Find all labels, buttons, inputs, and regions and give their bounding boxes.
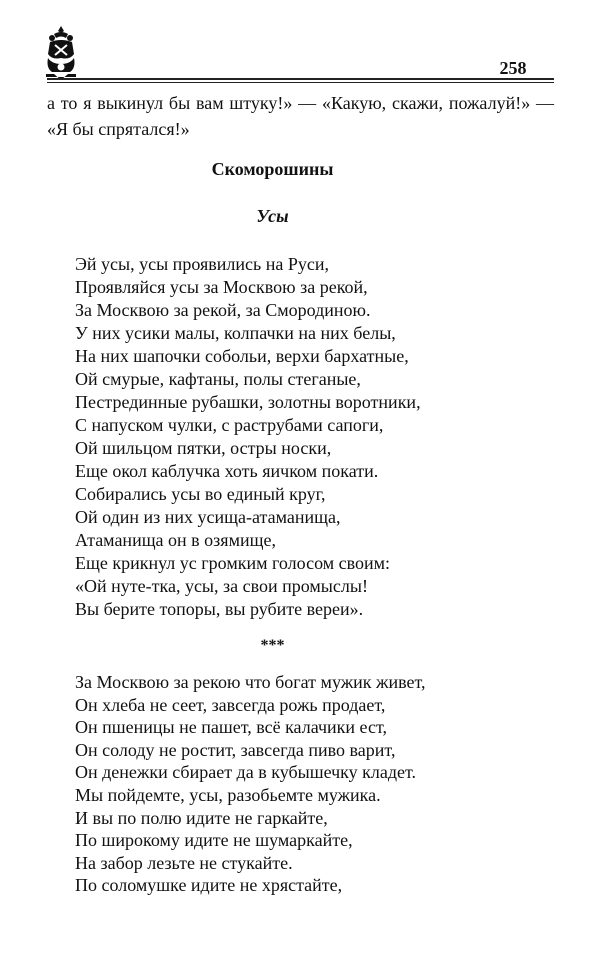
verse-line: И вы по полю идите не гаркайте,	[75, 807, 328, 828]
verse-line: Он пшеницы не пашет, всё калачики ест,	[75, 717, 387, 738]
stanza-2	[75, 671, 425, 897]
verse-line: Мы пойдемте, усы, разобьемте мужика.	[75, 784, 381, 805]
verse-line: По соломушке идите не хрястайте,	[75, 875, 343, 896]
section-title: Скоморошины	[211, 159, 334, 179]
verse-line: Еще окол каблучка хоть яичком покати.	[75, 461, 379, 481]
verse-line: Он хлеба не сеет, завсегда рожь продает,	[75, 694, 386, 715]
verse-line: С напуском чулки, с раструбами сапоги,	[75, 415, 384, 435]
verse-line: Проявляйся усы за Москвою за рекой,	[75, 277, 368, 297]
verse-line: Вы берите топоры, вы рубите вереи».	[75, 599, 364, 619]
verse-line: Пестрединные рубашки, золотны воротники,	[75, 392, 421, 412]
stanza-separator: ***	[260, 637, 285, 654]
stanza-1	[75, 253, 421, 621]
intro-paragraph	[47, 90, 554, 142]
page-number: 258	[490, 58, 536, 78]
verse-line: Еще крикнул ус громким голосом своим:	[75, 553, 391, 573]
verse-line: Он денежки сбирает да в кубышечку кладет.	[75, 762, 417, 783]
verse-line: На них шапочки собольи, верхи бархатные,	[75, 346, 409, 366]
verse-line: На забор лезьте не стукайте.	[75, 852, 293, 873]
verse-line: За Москвою за рекой, за Смородиною.	[75, 300, 371, 320]
verse-line: Ой смурые, кафтаны, полы стеганые,	[75, 369, 361, 389]
verse-line: По широкому идите не шумаркайте,	[75, 830, 353, 851]
verse-line: Он солоду не ростит, завсегда пиво варит,	[75, 739, 396, 760]
verse-line: Ой один из них усища-атаманища,	[75, 507, 341, 527]
text-line: «Я бы спрятался!»	[47, 119, 190, 139]
verse-line: За Москвою за рекою что богат мужик живет,	[75, 672, 426, 692]
poem-title: Усы	[256, 206, 289, 226]
verse-line: Атаманища он в озямище,	[75, 530, 276, 550]
verse-line: У них усики малы, колпачки на них белы,	[75, 323, 396, 343]
header-rule	[47, 78, 554, 83]
ornamental-emblem-icon	[44, 24, 78, 82]
verse-line: Собирались усы во единый круг,	[75, 484, 326, 504]
verse-line: «Ой нуте-тка, усы, за свои промыслы!	[75, 576, 368, 596]
text-line: а то я выкинул бы вам штуку!» — «Какую, скажи, пожалуй!» —	[47, 93, 554, 113]
verse-line: Эй усы, усы проявились на Руси,	[75, 254, 329, 274]
verse-line: Ой шильцом пятки, остры носки,	[75, 438, 332, 458]
